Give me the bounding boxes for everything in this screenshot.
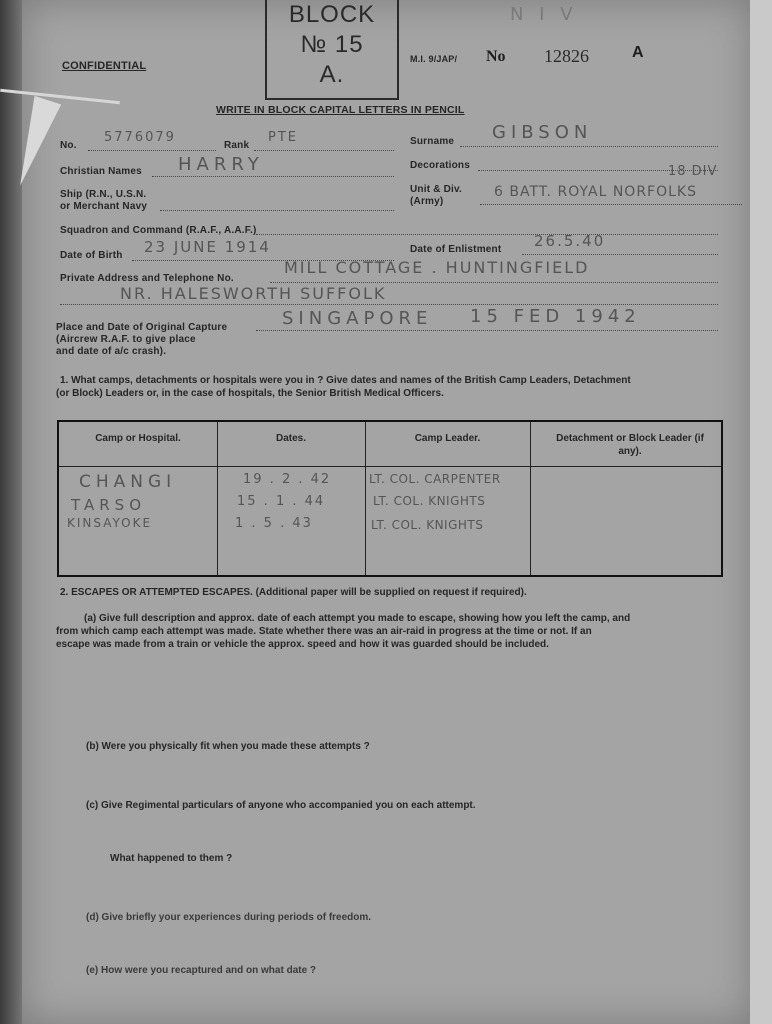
decorations-label: Decorations [410, 160, 470, 171]
table-row-2-camp: TARSO [71, 496, 147, 514]
table-row-3-date: 1 . 5 . 43 [235, 516, 313, 531]
date-of-birth-value: 23 JUNE 1914 [144, 238, 271, 256]
enlistment-value: 26.5.40 [534, 232, 606, 250]
header-camp-leader: Camp Leader. [414, 433, 481, 444]
capture-place-value: SINGAPORE [282, 308, 433, 329]
ship-label-2: or Merchant Navy [60, 201, 148, 212]
capture-date-value: 15 FED 1942 [470, 306, 641, 327]
service-number-line [88, 150, 216, 151]
header-detachment-leader: Detachment or Block Leader (if any). [556, 433, 704, 457]
capture-label-2: (Aircrew R.A.F. to give place [56, 334, 196, 345]
surname-value: GIBSON [492, 122, 593, 143]
address-label: Private Address and Telephone No. [60, 273, 234, 284]
service-number-value: 5776079 [104, 130, 176, 145]
rank-value: PTE [268, 130, 298, 145]
table-row-2-date: 15 . 1 . 44 [237, 494, 326, 509]
col-divider-3 [530, 422, 531, 575]
surname-line [460, 146, 718, 147]
form-number: 12826 [544, 46, 589, 66]
address-line-1 [270, 282, 718, 283]
stamp-line-2: № 15 [300, 31, 364, 58]
section-1-question: 1. What camps, detachments or hospitals were you in ? Give dates and names of the British Camp Leaders, Detachment [60, 375, 631, 386]
unit-label-2: (Army) [410, 196, 444, 207]
pencil-instruction: WRITE IN BLOCK CAPITAL LETTERS IN PENCIL [216, 104, 465, 116]
date-of-birth-label: Date of Birth [60, 250, 123, 261]
header-camp: Camp or Hospital. [95, 433, 181, 444]
address-value-1: MILL COTTAGE . HUNTINGFIELD [284, 258, 590, 277]
enlistment-label: Date of Enlistment [410, 244, 502, 255]
capture-line [256, 330, 718, 331]
header-separator [59, 466, 721, 467]
section-2-a-line-1: (a) Give full description and approx. date of each attempt you made to escape, showing how you left the camp, and [84, 613, 631, 624]
enlistment-line [522, 254, 718, 255]
block-stamp [265, 0, 399, 100]
rank-label: Rank [224, 140, 250, 151]
surname-label: Surname [410, 136, 455, 147]
table-row-1-camp: CHANGI [79, 472, 177, 492]
squadron-label: Squadron and Command (R.A.F., A.A.F.) [60, 225, 257, 236]
corner-mark: N I V [510, 4, 578, 25]
table-row-3-camp: KINSAYOKE [67, 516, 153, 530]
address-value-2: NR. HALESWORTH SUFFOLK [120, 284, 387, 303]
section-2-d: (d) Give briefly your experiences during periods of freedom. [86, 912, 372, 923]
unit-value: 6 BATT. ROYAL NORFOLKS [494, 184, 697, 200]
rank-line [254, 150, 394, 151]
form-reference: M.I. 9/JAP/ [410, 54, 458, 64]
christian-names-value: HARRY [178, 154, 264, 175]
ship-line [160, 210, 394, 211]
paper-edge [750, 0, 772, 1024]
christian-names-line [152, 176, 394, 177]
section-2-title: 2. ESCAPES OR ATTEMPTED ESCAPES. (Additional paper will be supplied on request if required). [60, 587, 527, 598]
confidential-label: CONFIDENTIAL [62, 60, 147, 72]
christian-names-label: Christian Names [60, 166, 142, 177]
number-label: No [486, 48, 506, 65]
address-line-2 [60, 304, 718, 305]
table-row-1-leader: LT. COL. CARPENTER [369, 472, 501, 486]
section-1-question-cont: (or Block) Leaders or, in the case of hospitals, the Senior British Medical Officers. [56, 388, 444, 399]
ship-label-1: Ship (R.N., U.S.N. [60, 189, 147, 200]
table-row-2-leader: LT. COL. KNIGHTS [373, 494, 486, 508]
header-dates: Dates. [275, 433, 306, 444]
stamp-line-1: BLOCK [288, 1, 376, 28]
unit-line [480, 204, 742, 205]
form-suffix: A [632, 44, 644, 61]
section-2-e: (e) How were you recaptured and on what date ? [86, 965, 317, 976]
camps-table [57, 420, 723, 577]
service-number-label: No. [60, 140, 77, 151]
capture-label-3: and date of a/c crash). [56, 346, 167, 357]
stamp-line-3: A. [319, 61, 345, 88]
table-row-3-leader: LT. COL. KNIGHTS [371, 518, 484, 532]
capture-label-1: Place and Date of Original Capture [56, 322, 228, 333]
section-2-c: (c) Give Regimental particulars of anyone who accompanied you on each attempt. [86, 800, 476, 811]
unit-label-1: Unit & Div. [410, 184, 463, 195]
division-value: 18 DIV [668, 164, 718, 179]
section-2-b: (b) Were you physically fit when you made these attempts ? [86, 741, 370, 752]
section-2-a-line-2: from which camp each attempt was made. State whether there was an air-raid in progress at the time or not. If an [56, 626, 592, 637]
table-row-1-date: 19 . 2 . 42 [243, 472, 332, 487]
section-2-c-followup: What happened to them ? [110, 853, 233, 864]
section-2-a-line-3: escape was made from a train or vehicle the approx. speed and how it was guarded should be included. [56, 639, 549, 650]
squadron-line [256, 234, 718, 235]
